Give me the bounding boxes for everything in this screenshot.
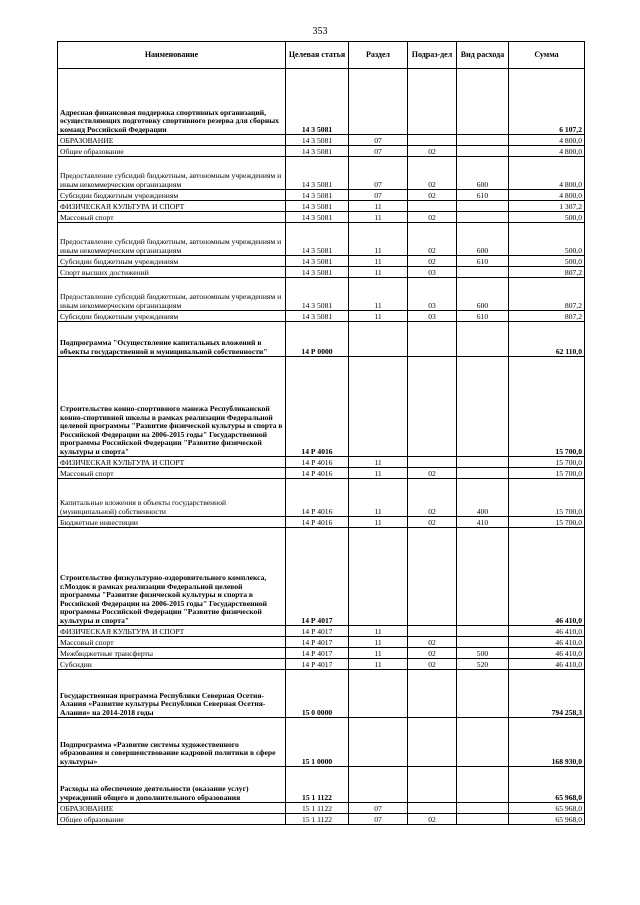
cell-subsection: 02	[408, 190, 457, 201]
cell-name: Массовый спорт	[58, 212, 286, 223]
table-row	[58, 212, 585, 223]
cell-name: ФИЗИЧЕСКАЯ КУЛЬТУРА И СПОРТ	[58, 626, 286, 637]
cell-target-article: 15 0 0000	[286, 670, 349, 718]
cell-amount: 807,2	[509, 267, 585, 278]
cell-subsection	[408, 626, 457, 637]
table-header-row	[58, 42, 585, 69]
cell-amount: 46 410,0	[509, 648, 585, 659]
cell-target-article: 14 3 5081	[286, 69, 349, 135]
cell-name: Строительство конно-спортивного манежа Республиканской конно-спортивной школы в рамках реализации Федеральной целевой программы "Развитие физической культуры и спорта в Российской Федерации на 2006-2015 годы" Государственной программы Российской Федерации "Развитие физической культуры и спорта"	[58, 357, 286, 457]
cell-section: 11	[349, 311, 408, 322]
cell-name: ОБРАЗОВАНИЕ	[58, 135, 286, 146]
table-row	[58, 69, 585, 135]
table-row	[58, 311, 585, 322]
table-row	[58, 256, 585, 267]
cell-subsection: 02	[408, 157, 457, 190]
table-row	[58, 803, 585, 814]
cell-section	[349, 718, 408, 767]
table-body	[58, 69, 585, 825]
cell-expense-type	[457, 357, 509, 457]
cell-amount: 65 968,0	[509, 803, 585, 814]
cell-subsection: 02	[408, 637, 457, 648]
cell-expense-type	[457, 457, 509, 468]
cell-expense-type: 610	[457, 190, 509, 201]
cell-target-article: 15 1 1122	[286, 767, 349, 803]
cell-section: 07	[349, 803, 408, 814]
cell-name: Общее образование	[58, 814, 286, 825]
cell-expense-type: 600	[457, 278, 509, 311]
cell-amount: 500,0	[509, 256, 585, 267]
cell-amount: 15 700,0	[509, 357, 585, 457]
cell-section: 11	[349, 648, 408, 659]
cell-amount: 807,2	[509, 278, 585, 311]
cell-name: Предоставление субсидий бюджетным, автономным учреждениям и иным некоммерческим организациям	[58, 223, 286, 256]
cell-section: 11	[349, 637, 408, 648]
cell-section	[349, 69, 408, 135]
table-row	[58, 157, 585, 190]
cell-expense-type	[457, 718, 509, 767]
cell-amount: 4 800,0	[509, 146, 585, 157]
table-row	[58, 659, 585, 670]
cell-expense-type	[457, 267, 509, 278]
cell-target-article: 14 Р 4017	[286, 637, 349, 648]
cell-amount: 4 800,0	[509, 157, 585, 190]
cell-target-article: 14 Р 4017	[286, 648, 349, 659]
cell-target-article: 14 3 5081	[286, 223, 349, 256]
table-row	[58, 135, 585, 146]
cell-subsection	[408, 201, 457, 212]
table-row	[58, 457, 585, 468]
cell-amount: 15 700,0	[509, 457, 585, 468]
cell-expense-type	[457, 468, 509, 479]
cell-expense-type: 610	[457, 256, 509, 267]
cell-subsection	[408, 69, 457, 135]
cell-subsection: 02	[408, 212, 457, 223]
cell-expense-type: 600	[457, 223, 509, 256]
cell-amount: 46 410,0	[509, 528, 585, 626]
cell-subsection	[408, 718, 457, 767]
cell-expense-type: 400	[457, 479, 509, 517]
table-row	[58, 146, 585, 157]
cell-section	[349, 528, 408, 626]
cell-target-article: 14 3 5081	[286, 256, 349, 267]
cell-amount: 65 968,0	[509, 814, 585, 825]
cell-name: ОБРАЗОВАНИЕ	[58, 803, 286, 814]
col-header-expense-type: Вид расхода	[457, 42, 509, 69]
cell-amount: 62 110,0	[509, 322, 585, 357]
cell-section: 11	[349, 468, 408, 479]
cell-name: ФИЗИЧЕСКАЯ КУЛЬТУРА И СПОРТ	[58, 457, 286, 468]
cell-subsection	[408, 457, 457, 468]
cell-name: Адресная финансовая поддержка спортивных организаций, осуществляющих подготовку спортивного резерва для сборных команд Российской Федерации	[58, 69, 286, 135]
cell-expense-type: 610	[457, 311, 509, 322]
cell-subsection: 02	[408, 146, 457, 157]
cell-amount: 794 258,3	[509, 670, 585, 718]
cell-amount: 168 930,0	[509, 718, 585, 767]
cell-subsection	[408, 135, 457, 146]
cell-target-article: 15 1 0000	[286, 718, 349, 767]
cell-expense-type	[457, 637, 509, 648]
cell-subsection: 03	[408, 311, 457, 322]
table-row	[58, 468, 585, 479]
cell-name: Межбюджетные трансферты	[58, 648, 286, 659]
cell-expense-type: 600	[457, 157, 509, 190]
cell-name: Расходы на обеспечение деятельности (оказание услуг) учреждений общего и дополнительного образования	[58, 767, 286, 803]
cell-target-article: 14 3 5081	[286, 146, 349, 157]
cell-subsection: 02	[408, 659, 457, 670]
cell-name: Подпрограмма "Осуществление капитальных вложений в объекты государственной и муниципальной собственности"	[58, 322, 286, 357]
cell-subsection	[408, 357, 457, 457]
cell-target-article: 15 1 1122	[286, 803, 349, 814]
table-row	[58, 479, 585, 517]
cell-expense-type	[457, 322, 509, 357]
cell-subsection: 02	[408, 648, 457, 659]
cell-subsection	[408, 670, 457, 718]
col-header-target-article: Целевая статья	[286, 42, 349, 69]
table-row	[58, 718, 585, 767]
cell-section: 11	[349, 457, 408, 468]
cell-expense-type	[457, 814, 509, 825]
table-row	[58, 648, 585, 659]
col-header-amount: Сумма	[509, 42, 585, 69]
table-row	[58, 670, 585, 718]
cell-name: Предоставление субсидий бюджетным, автономным учреждениям и иным некоммерческим организациям	[58, 278, 286, 311]
cell-amount: 4 800,0	[509, 135, 585, 146]
col-header-name: Наименование	[58, 42, 286, 69]
page-number: 353	[312, 26, 328, 37]
cell-amount: 46 410,0	[509, 637, 585, 648]
cell-section	[349, 357, 408, 457]
cell-name: Субсидии	[58, 659, 286, 670]
cell-subsection: 02	[408, 223, 457, 256]
cell-expense-type	[457, 201, 509, 212]
cell-subsection: 02	[408, 479, 457, 517]
table-row	[58, 201, 585, 212]
cell-name: Строительство физкультурно-оздоровительного комплекса, г.Моздок в рамках реализации Федеральной целевой программы "Развитие физической культуры и спорта в Российской Федерации на 2006-2015 годы" Государственной программы Российской Федерации "Развитие физической культуры и спорта"	[58, 528, 286, 626]
cell-section: 11	[349, 659, 408, 670]
cell-amount: 15 700,0	[509, 517, 585, 528]
cell-target-article: 14 3 5081	[286, 311, 349, 322]
cell-section	[349, 767, 408, 803]
cell-name: Субсидии бюджетным учреждениям	[58, 311, 286, 322]
cell-expense-type	[457, 803, 509, 814]
cell-expense-type	[457, 767, 509, 803]
cell-expense-type	[457, 626, 509, 637]
cell-amount: 15 700,0	[509, 479, 585, 517]
cell-subsection	[408, 803, 457, 814]
cell-section: 11	[349, 223, 408, 256]
cell-name: Субсидии бюджетным учреждениям	[58, 256, 286, 267]
cell-amount: 807,2	[509, 311, 585, 322]
cell-amount: 4 800,0	[509, 190, 585, 201]
cell-amount: 1 307,2	[509, 201, 585, 212]
cell-subsection: 02	[408, 814, 457, 825]
cell-target-article: 14 3 5081	[286, 267, 349, 278]
budget-table	[57, 41, 585, 825]
cell-section: 07	[349, 157, 408, 190]
cell-target-article: 15 1 1122	[286, 814, 349, 825]
cell-section	[349, 322, 408, 357]
cell-subsection	[408, 767, 457, 803]
col-header-subsection: Подраз-дел	[408, 42, 457, 69]
table-row	[58, 814, 585, 825]
cell-expense-type	[457, 135, 509, 146]
table-row	[58, 322, 585, 357]
table-row	[58, 517, 585, 528]
cell-name: Массовый спорт	[58, 637, 286, 648]
cell-target-article: 14 3 5081	[286, 157, 349, 190]
cell-target-article: 14 Р 4016	[286, 517, 349, 528]
cell-expense-type: 410	[457, 517, 509, 528]
cell-section	[349, 670, 408, 718]
cell-name: Государственная программа Республики Северная Осетия-Алания «Развитие культуры Республики Северная Осетия-Алания» на 2014-2018 годы	[58, 670, 286, 718]
cell-subsection: 03	[408, 278, 457, 311]
cell-target-article: 14 3 5081	[286, 212, 349, 223]
cell-subsection	[408, 528, 457, 626]
cell-subsection: 02	[408, 468, 457, 479]
cell-target-article: 14 3 5081	[286, 190, 349, 201]
cell-amount: 65 968,0	[509, 767, 585, 803]
cell-amount: 500,0	[509, 223, 585, 256]
cell-name: Спорт высших достижений	[58, 267, 286, 278]
cell-section: 11	[349, 626, 408, 637]
cell-expense-type	[457, 69, 509, 135]
cell-target-article: 14 Р 4017	[286, 626, 349, 637]
cell-section: 11	[349, 278, 408, 311]
cell-section: 07	[349, 146, 408, 157]
cell-name: Субсидии бюджетным учреждениям	[58, 190, 286, 201]
table-row	[58, 528, 585, 626]
cell-expense-type: 520	[457, 659, 509, 670]
cell-expense-type	[457, 212, 509, 223]
table-row	[58, 267, 585, 278]
cell-section: 11	[349, 212, 408, 223]
cell-target-article: 14 3 5081	[286, 201, 349, 212]
cell-section: 11	[349, 201, 408, 212]
cell-name: Бюджетные инвестиции	[58, 517, 286, 528]
cell-section: 11	[349, 256, 408, 267]
cell-target-article: 14 Р 4016	[286, 357, 349, 457]
cell-section: 11	[349, 267, 408, 278]
cell-amount: 46 410,0	[509, 626, 585, 637]
cell-section: 07	[349, 814, 408, 825]
cell-target-article: 14 Р 4016	[286, 468, 349, 479]
table-row	[58, 626, 585, 637]
table-row	[58, 767, 585, 803]
cell-target-article: 14 Р 4017	[286, 528, 349, 626]
table-row	[58, 278, 585, 311]
cell-section: 11	[349, 517, 408, 528]
cell-target-article: 14 Р 4017	[286, 659, 349, 670]
cell-name: Предоставление субсидий бюджетным, автономным учреждениям и иным некоммерческим организациям	[58, 157, 286, 190]
cell-name: Массовый спорт	[58, 468, 286, 479]
cell-expense-type: 500	[457, 648, 509, 659]
cell-amount: 15 700,0	[509, 468, 585, 479]
table-row	[58, 357, 585, 457]
cell-subsection: 02	[408, 517, 457, 528]
cell-target-article: 14 Р 0000	[286, 322, 349, 357]
cell-expense-type	[457, 146, 509, 157]
col-header-section: Раздел	[349, 42, 408, 69]
cell-amount: 500,0	[509, 212, 585, 223]
cell-name: Общее образование	[58, 146, 286, 157]
cell-section: 11	[349, 479, 408, 517]
cell-amount: 46 410,0	[509, 659, 585, 670]
cell-amount: 6 107,2	[509, 69, 585, 135]
cell-section: 07	[349, 190, 408, 201]
cell-subsection: 03	[408, 267, 457, 278]
table-row	[58, 190, 585, 201]
cell-expense-type	[457, 528, 509, 626]
cell-target-article: 14 Р 4016	[286, 479, 349, 517]
cell-section: 07	[349, 135, 408, 146]
cell-target-article: 14 3 5081	[286, 135, 349, 146]
cell-name: Капитальные вложения в объекты государственной (муниципальной) собственности	[58, 479, 286, 517]
cell-target-article: 14 Р 4016	[286, 457, 349, 468]
table-row	[58, 223, 585, 256]
cell-expense-type	[457, 670, 509, 718]
cell-subsection	[408, 322, 457, 357]
table-row	[58, 637, 585, 648]
cell-name: Подпрограмма «Развитие системы художественного образования и совершенствование кадровой политики в сфере культуры»	[58, 718, 286, 767]
cell-name: ФИЗИЧЕСКАЯ КУЛЬТУРА И СПОРТ	[58, 201, 286, 212]
cell-subsection: 02	[408, 256, 457, 267]
cell-target-article: 14 3 5081	[286, 278, 349, 311]
